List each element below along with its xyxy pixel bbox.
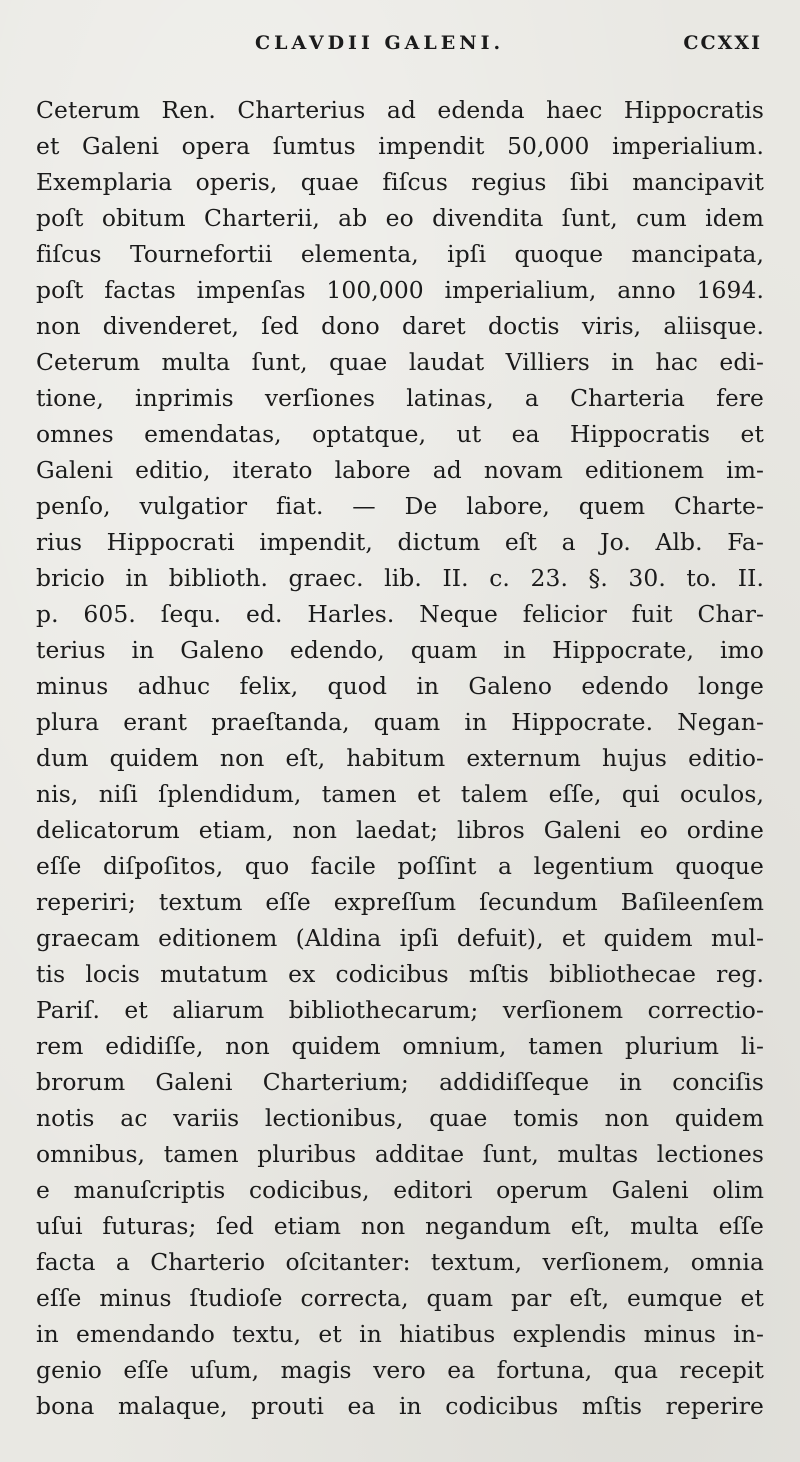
text-line: eſſe minus ſtudioſe correcta, quam par eſt, eumque et (36, 1284, 764, 1312)
text-line: rem edidiſſe, non quidem omnium, tamen plurium li- (36, 1032, 764, 1060)
text-line: bricio in biblioth. graec. lib. II. c. 23. §. 30. to. II. (36, 564, 764, 592)
running-head (0, 28, 800, 64)
text-line: eſſe diſpoſitos, quo facile poſſint a legentium quoque (36, 852, 764, 880)
text-line: omnes emendatas, optatque, ut ea Hippocratis et (36, 420, 764, 448)
text-line: genio eſſe uſum, magis vero ea fortuna, qua recepit (36, 1356, 764, 1384)
text-line: notis ac variis lectionibus, quae tomis non quidem (36, 1104, 764, 1132)
text-line: Galeni editio, iterato labore ad novam editionem im- (36, 456, 764, 484)
text-line: reperiri; textum eſſe expreſſum ſecundum Baſileenſem (36, 888, 764, 916)
text-line: poſt obitum Charterii, ab eo divendita ſunt, cum idem (36, 204, 764, 232)
text-line: tione, inprimis verſiones latinas, a Charteria fere (36, 384, 764, 412)
text-line: in emendando textu, et in hiatibus explendis minus in- (36, 1320, 764, 1348)
text-line: terius in Galeno edendo, quam in Hippocrate, imo (36, 636, 764, 664)
text-line: poſt factas impenſas 100,000 imperialium, anno 1694. (36, 276, 764, 304)
text-line: penſo, vulgatior fiat. — De labore, quem Charte- (36, 492, 764, 520)
text-line: plura erant praeſtanda, quam in Hippocrate. Negan- (36, 708, 764, 736)
text-line: tis locis mutatum ex codicibus mſtis bibliothecae reg. (36, 960, 764, 988)
text-line: Exemplaria operis, quae fiſcus regius ſibi mancipavit (36, 168, 764, 196)
text-line: p. 605. ſequ. ed. Harles. Neque felicior fuit Char- (36, 600, 764, 628)
text-line: et Galeni opera ſumtus impendit 50,000 imperialium. (36, 132, 764, 160)
page-number: CCXXI (683, 32, 762, 54)
text-line: rius Hippocrati impendit, dictum eſt a Jo. Alb. Fa- (36, 528, 764, 556)
text-line: delicatorum etiam, non laedat; libros Galeni eo ordine (36, 816, 764, 844)
text-line: graecam editionem (Aldina ipſi defuit), et quidem mul- (36, 924, 764, 952)
text-line: omnibus, tamen pluribus additae ſunt, multas lectiones (36, 1140, 764, 1168)
text-line: minus adhuc felix, quod in Galeno edendo longe (36, 672, 764, 700)
text-line: Pariſ. et aliarum bibliothecarum; verſionem correctio- (36, 996, 764, 1024)
text-line: Ceterum multa ſunt, quae laudat Villiers in hac edi- (36, 348, 764, 376)
text-line: dum quidem non eſt, habitum externum hujus editio- (36, 744, 764, 772)
text-line: facta a Charterio oſcitanter: textum, verſionem, omnia (36, 1248, 764, 1276)
text-line: bona malaque, prouti ea in codicibus mſtis reperire (36, 1392, 764, 1420)
text-line: brorum Galeni Charterium; addidiſſeque in conciſis (36, 1068, 764, 1096)
text-line: Ceterum Ren. Charterius ad edenda haec Hippocratis (36, 96, 764, 124)
text-line: nis, niſi ſplendidum, tamen et talem eſſe, qui oculos, (36, 780, 764, 808)
text-line: non divenderet, ſed dono daret doctis viris, aliisque. (36, 312, 764, 340)
text-line: e manuſcriptis codicibus, editori operum Galeni olim (36, 1176, 764, 1204)
body-text (36, 92, 764, 1424)
text-line: fiſcus Tournefortii elementa, ipſi quoque mancipata, (36, 240, 764, 268)
text-line: uſui futuras; ſed etiam non negandum eſt, multa eſſe (36, 1212, 764, 1240)
running-title: CLAVDII GALENI. (255, 32, 505, 54)
